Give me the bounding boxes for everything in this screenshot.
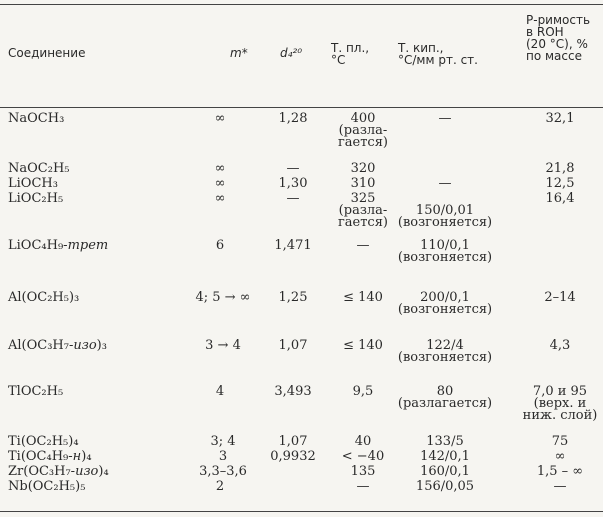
cell-compound: Nb(OC₂H₅)₅: [8, 479, 86, 494]
cell-density: 1,07: [278, 338, 308, 353]
cell-compound: [8, 340, 107, 352]
cell-density: 0,9932: [270, 449, 316, 464]
cell-m: 4; 5 → ∞: [195, 290, 251, 305]
header-bottom-rule: [0, 107, 603, 108]
cell-m: ∞: [214, 191, 226, 206]
header-solubility: Р-римость в ROH (20 °С), % по массе: [526, 13, 591, 63]
cell-density: 1,30: [278, 176, 308, 191]
compound-isomer-prefix: изо: [75, 464, 99, 479]
cell-boiling-point: 150/0,01 (возгоняется): [397, 203, 493, 230]
header-aggregation-degree: m*: [230, 46, 248, 60]
cell-density: —: [286, 161, 300, 176]
cell-solubility: 4,3: [549, 338, 571, 353]
cell-boiling-point: —: [438, 111, 452, 126]
cell-boiling-point: 160/0,1: [420, 464, 470, 479]
cell-m: ∞: [214, 111, 226, 126]
cell-melting-point: 320: [350, 161, 376, 176]
cell-melting-point: 135: [350, 464, 376, 479]
compound-formula-tail: )₃: [96, 338, 107, 353]
cell-solubility: 12,5: [545, 176, 575, 191]
cell-melting-point: 400 (разла- гается): [337, 111, 388, 150]
cell-density: 1,471: [274, 238, 312, 253]
compound-formula: Ti(OC₄H₉-: [8, 449, 73, 464]
cell-solubility: 1,5 – ∞: [536, 464, 584, 479]
table-top-rule: [0, 4, 603, 5]
cell-melting-point: 9,5: [352, 384, 374, 399]
cell-density: —: [286, 191, 300, 206]
compound-formula-tail: )₄: [81, 449, 92, 464]
cell-boiling-point: 200/0,1 (возгоняется): [397, 290, 493, 317]
cell-boiling-point: —: [438, 176, 452, 191]
compound-isomer-prefix: изо: [73, 338, 97, 353]
cell-solubility: 75: [551, 434, 569, 449]
cell-solubility: —: [553, 479, 567, 494]
cell-melting-point: ≤ 140: [343, 290, 383, 305]
cell-compound: Al(OC₂H₅)₃: [8, 290, 80, 305]
cell-melting-point: < −40: [341, 449, 385, 464]
cell-density: 3,493: [274, 384, 312, 399]
cell-compound: TlOC₂H₅: [8, 384, 64, 399]
cell-melting-point: —: [356, 238, 370, 253]
cell-boiling-point: 142/0,1: [420, 449, 470, 464]
cell-compound: [8, 240, 108, 252]
header-melting-point: Т. пл., °C: [331, 41, 370, 67]
cell-density: 1,25: [278, 290, 308, 305]
cell-boiling-point: 110/0,1 (возгоняется): [397, 238, 493, 265]
cell-boiling-point: 133/5: [426, 434, 464, 449]
cell-solubility: 32,1: [545, 111, 575, 126]
cell-m: ∞: [214, 176, 226, 191]
cell-solubility: 7,0 и 95 (верх. и ниж. слой): [522, 384, 598, 423]
cell-boiling-point: 122/4 (возгоняется): [397, 338, 493, 365]
cell-m: 3; 4: [210, 434, 236, 449]
cell-compound: LiOCH₃: [8, 176, 58, 191]
cell-melting-point: —: [356, 479, 370, 494]
cell-solubility: ∞: [554, 449, 566, 464]
compound-formula: LiOC₄H₉-: [8, 238, 68, 253]
cell-compound: [8, 466, 109, 478]
compound-isomer-prefix: трет: [67, 238, 109, 253]
cell-melting-point: 310: [350, 176, 376, 191]
cell-boiling-point: 156/0,05: [415, 479, 475, 494]
header-density: d₄²⁰: [280, 46, 303, 60]
cell-m: 4: [215, 384, 225, 399]
cell-solubility: 2–14: [544, 290, 576, 305]
cell-boiling-point: 80 (разлагается): [397, 384, 493, 411]
cell-compound: NaOC₂H₅: [8, 161, 70, 176]
cell-m: 3 → 4: [205, 338, 241, 353]
compound-isomer-prefix: н: [72, 449, 82, 464]
cell-compound: [8, 451, 92, 463]
cell-compound: Ti(OC₂H₅)₄: [8, 434, 79, 449]
header-boiling-point: Т. кип., °C/мм рт. ст.: [398, 41, 478, 67]
cell-m: ∞: [214, 161, 226, 176]
compound-formula: Al(OC₃H₇-: [8, 338, 74, 353]
cell-m: 3: [218, 449, 228, 464]
cell-density: 1,07: [278, 434, 308, 449]
cell-m: 2: [215, 479, 225, 494]
table-bottom-rule: [0, 511, 603, 512]
cell-m: 6: [215, 238, 225, 253]
cell-melting-point: ≤ 140: [343, 338, 383, 353]
cell-melting-point: 325 (разла- гается): [337, 191, 388, 230]
cell-density: 1,28: [278, 111, 308, 126]
cell-compound: LiOC₂H₅: [8, 191, 64, 206]
header-compound: Соединение: [8, 46, 86, 60]
cell-compound: NaOCH₃: [8, 111, 65, 126]
compound-formula-tail: )₄: [98, 464, 109, 479]
compound-formula: Zr(OC₃H₇-: [8, 464, 76, 479]
cell-m: 3,3–3,6: [199, 464, 247, 479]
cell-solubility: 16,4: [545, 191, 575, 206]
cell-solubility: 21,8: [545, 161, 575, 176]
cell-melting-point: 40: [354, 434, 372, 449]
